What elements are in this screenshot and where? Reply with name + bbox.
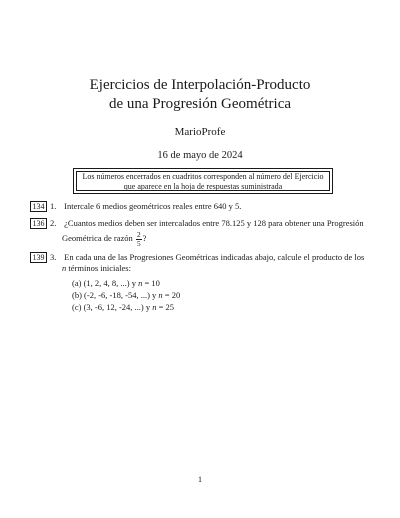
question-label: 1.	[50, 201, 57, 211]
sub-item-label: (c)	[72, 302, 82, 312]
sub-item-sequence: (3, -6, 12, -24, ...) y	[83, 302, 151, 312]
question-text	[50, 218, 380, 247]
question-body-line-2	[62, 263, 380, 274]
sub-item-c	[72, 301, 380, 313]
variable-n: n	[62, 263, 67, 273]
exercise-number-box: 134	[30, 201, 47, 212]
sub-item-b	[72, 289, 380, 301]
question-text	[50, 201, 350, 212]
variable-n: n	[138, 278, 143, 288]
sub-item-a	[72, 277, 380, 289]
question-label: 3.	[50, 252, 57, 262]
page-number: 1	[197, 474, 203, 484]
date: 16 de mayo de 2024	[157, 150, 243, 161]
sub-item-equals: = 20	[164, 290, 181, 300]
variable-n: n	[158, 290, 163, 300]
sub-item-label: (a)	[72, 278, 82, 288]
variable-n: n	[152, 302, 157, 312]
sub-item-equals: = 10	[144, 278, 160, 288]
sub-item-sequence: (1, 2, 4, 8, ...) y	[83, 278, 136, 288]
exercise-number-box: 139	[30, 252, 47, 263]
fraction-denominator: 5	[136, 238, 141, 248]
note-line-1: Los números encerrados en cuadritos corresponden al número del Ejercicio	[82, 172, 324, 181]
question-text	[50, 252, 380, 313]
question-body: Intercale 6 medios geométricos reales entre 640 y 5.	[64, 201, 242, 211]
sub-item-sequence: (-2, -6, -18, -54, ...) y	[84, 290, 157, 300]
question-mark: ?	[142, 232, 147, 243]
fraction	[136, 231, 142, 247]
author: MarioProfe	[174, 126, 226, 138]
question-body-line-1: ¿Cuantos medios deben ser intercalados entre 78.125 y 128 para obtener una Progresión	[64, 218, 364, 228]
exercise-number-box: 136	[30, 218, 47, 229]
title-line-2: de una Progresión Geométrica	[108, 96, 292, 112]
sub-items	[50, 277, 380, 313]
sub-item-label: (b)	[72, 290, 82, 300]
note-box-inner	[76, 171, 330, 191]
note-line-2: que aparece en la hoja de respuestas suministrada	[123, 181, 283, 191]
fraction-numerator: 2	[136, 230, 141, 239]
sub-item-equals: = 25	[158, 302, 175, 312]
question-body-line-1: En cada una de las Progresiones Geométricas indicadas abajo, calcule el producto de los	[64, 252, 365, 262]
title-line-1: Ejercicios de Interpolación-Producto	[89, 77, 311, 93]
question-body-ratio-text: Geométrica de razón	[62, 232, 133, 243]
question-label: 2.	[50, 218, 57, 228]
question-body-line-2	[62, 231, 380, 247]
note-box	[73, 168, 333, 194]
question-body-tail: términos iniciales:	[68, 263, 131, 273]
